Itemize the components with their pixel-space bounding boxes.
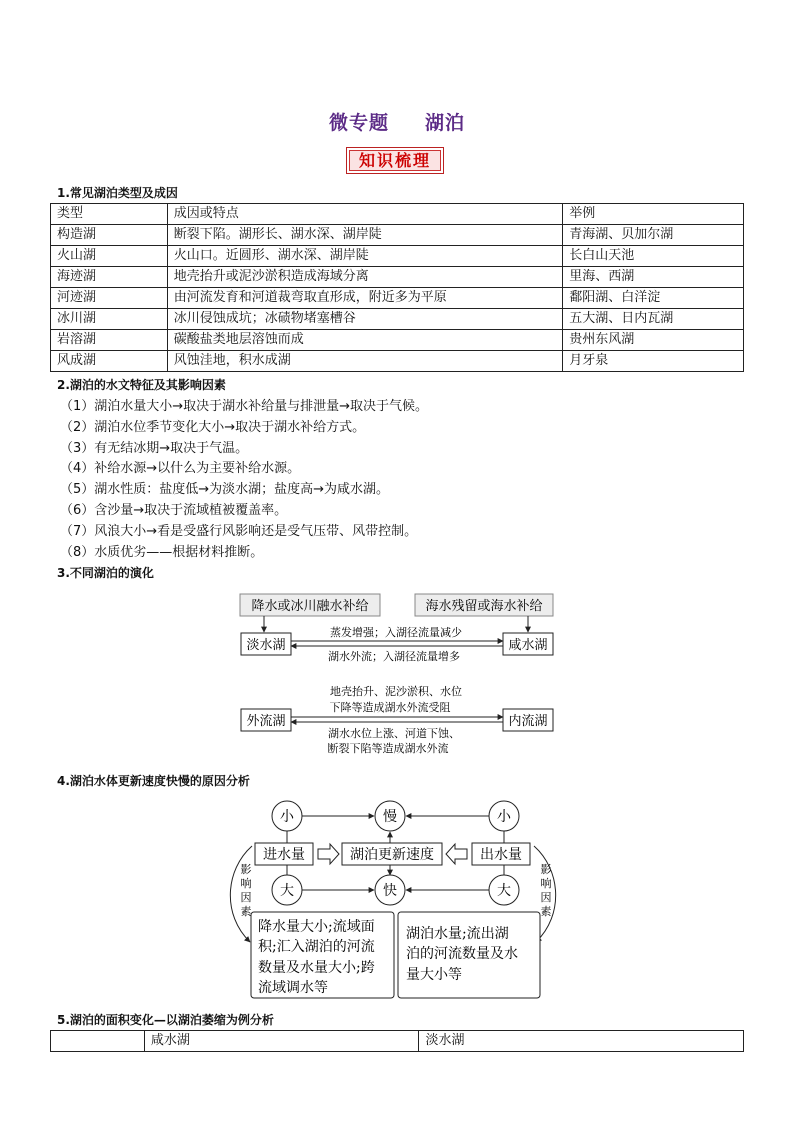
inflow-lake-label: 内流湖 <box>508 714 548 729</box>
small-label-left: 小 <box>280 809 294 825</box>
section-heading-5: 5.湖泊的面积变化—以湖泊萎缩为例分析 <box>57 1013 274 1027</box>
renewal-speed-label: 湖泊更新速度 <box>350 847 434 863</box>
table-row <box>51 1031 744 1052</box>
table-cell: 青海湖、贝加尔湖 <box>563 225 744 246</box>
table-cell: 断裂下陷。湖形长、湖水深、湖岸陡 <box>167 225 563 246</box>
table-cell: 海迹湖 <box>51 267 168 288</box>
title-part1: 微专题 <box>328 112 389 134</box>
table-cell: 五大湖、日内瓦湖 <box>563 309 744 330</box>
table-cell: 淡水湖 <box>419 1031 744 1052</box>
table-cell: 冰川湖 <box>51 309 168 330</box>
inflow-factor-line: 流域调水等 <box>258 980 328 996</box>
table-cell: 河迹湖 <box>51 288 168 309</box>
fresh-lake-label: 淡水湖 <box>246 638 286 653</box>
section-heading-4: 4.湖泊水体更新速度快慢的原因分析 <box>57 774 250 788</box>
list-item: （2）湖泊水位季节变化大小→取决于湖水补给方式。 <box>60 419 366 435</box>
outflow-to-inflow-label-2: 下降等造成湖水外流受阻 <box>329 701 451 714</box>
table-header-cell: 成因或特点 <box>167 204 563 225</box>
factor-char: 素 <box>540 905 552 918</box>
inflow-volume-label: 进水量 <box>263 847 305 863</box>
small-label-right: 小 <box>497 809 511 825</box>
salt-to-fresh-label: 湖水外流；入湖径流量增多 <box>328 650 460 663</box>
list-item: （7）风浪大小→看是受盛行风影响还是受气压带、风带控制。 <box>60 523 418 539</box>
table-cell: 贵州东风湖 <box>563 330 744 351</box>
table-cell: 地壳抬升或泥沙淤积造成海域分离 <box>167 267 563 288</box>
table-cell: 风成湖 <box>51 351 168 372</box>
factor-char: 因 <box>540 891 552 904</box>
outflow-factor-line: 量大小等 <box>406 967 462 983</box>
table-cell: 风蚀洼地，积水成湖 <box>167 351 563 372</box>
table-header-cell: 类型 <box>51 204 168 225</box>
area-change-table <box>50 1030 744 1052</box>
outflow-factor-line: 湖泊水量;流出湖 <box>406 926 509 942</box>
table-cell: 由河流发育和河道裁弯取直形成，附近多为平原 <box>167 288 563 309</box>
list-item: （8）水质优劣——根据材料推断。 <box>60 544 264 560</box>
source-left-label: 降水或冰川融水补给 <box>251 599 369 614</box>
hollow-arrow-right-icon <box>318 844 339 864</box>
table-cell: 长白山天池 <box>563 246 744 267</box>
factor-char: 响 <box>240 877 252 890</box>
table-cell: 构造湖 <box>51 225 168 246</box>
table-cell: 咸水湖 <box>144 1031 419 1052</box>
hollow-arrow-left-icon <box>446 844 467 864</box>
table-cell: 火山口。近圆形、湖水深、湖岸陡 <box>167 246 563 267</box>
list-item: （3）有无结冰期→取决于气温。 <box>60 440 249 456</box>
list-item: （5）湖水性质：盐度低→为淡水湖；盐度高→为咸水湖。 <box>60 482 390 498</box>
factor-char: 素 <box>240 905 252 918</box>
section-heading-2: 2.湖泊的水文特征及其影响因素 <box>57 378 226 392</box>
table-cell: 鄱阳湖、白洋淀 <box>563 288 744 309</box>
fast-label: 快 <box>383 883 397 899</box>
source-right-label: 海水残留或海水补给 <box>425 599 543 614</box>
outflow-volume-label: 出水量 <box>480 847 522 863</box>
factor-char: 因 <box>240 891 252 904</box>
table-cell: 岩溶湖 <box>51 330 168 351</box>
factor-char: 影 <box>240 863 252 876</box>
table-cell: 冰川侵蚀成坑；冰碛物堵塞槽谷 <box>167 309 563 330</box>
big-label-right: 大 <box>497 883 511 899</box>
lake-evolution-diagram <box>240 594 553 755</box>
table-cell <box>51 1031 145 1052</box>
slow-label: 慢 <box>383 809 397 825</box>
salt-lake-label: 咸水湖 <box>508 638 548 653</box>
fresh-to-salt-label: 蒸发增强；入湖径流量减少 <box>330 626 462 639</box>
table-cell: 月牙泉 <box>563 351 744 372</box>
inflow-factor-line: 数量及水量大小;跨 <box>258 960 375 976</box>
outflow-lake-label: 外流湖 <box>246 714 286 729</box>
section-heading-3: 3.不同湖泊的演化 <box>57 566 154 580</box>
table-header-cell: 举例 <box>563 204 744 225</box>
table-cell: 火山湖 <box>51 246 168 267</box>
section-badge-label: 知识梳理 <box>349 150 441 171</box>
title-part2: 湖泊 <box>425 112 466 134</box>
list-item: （4）补给水源→以什么为主要补给水源。 <box>60 461 301 477</box>
list-item: （1）湖泊水量大小→取决于湖水补给量与排泄量→取决于气候。 <box>60 399 429 414</box>
list-item: （6）含沙量→取决于流域植被覆盖率。 <box>60 502 288 518</box>
table-cell: 里海、西湖 <box>563 267 744 288</box>
inflow-factor-line: 积;汇入湖泊的河流 <box>258 939 375 955</box>
renewal-speed-diagram <box>230 801 555 998</box>
inflow-factor-line: 降水量大小;流域面 <box>258 919 375 935</box>
factor-char: 影 <box>540 863 552 876</box>
inflow-to-outflow-label-2: 断裂下陷等造成湖水外流 <box>327 742 449 755</box>
outflow-to-inflow-label-1: 地壳抬升、泥沙淤积、水位 <box>330 685 462 698</box>
section-heading-1: 1.常见湖泊类型及成因 <box>57 186 178 200</box>
table-cell: 碳酸盐类地层溶蚀而成 <box>167 330 563 351</box>
factor-char: 响 <box>540 877 552 890</box>
outflow-factor-line: 泊的河流数量及水 <box>406 946 518 962</box>
big-label-left: 大 <box>280 883 294 899</box>
inflow-to-outflow-label-1: 湖水水位上涨、河道下蚀、 <box>328 727 460 740</box>
